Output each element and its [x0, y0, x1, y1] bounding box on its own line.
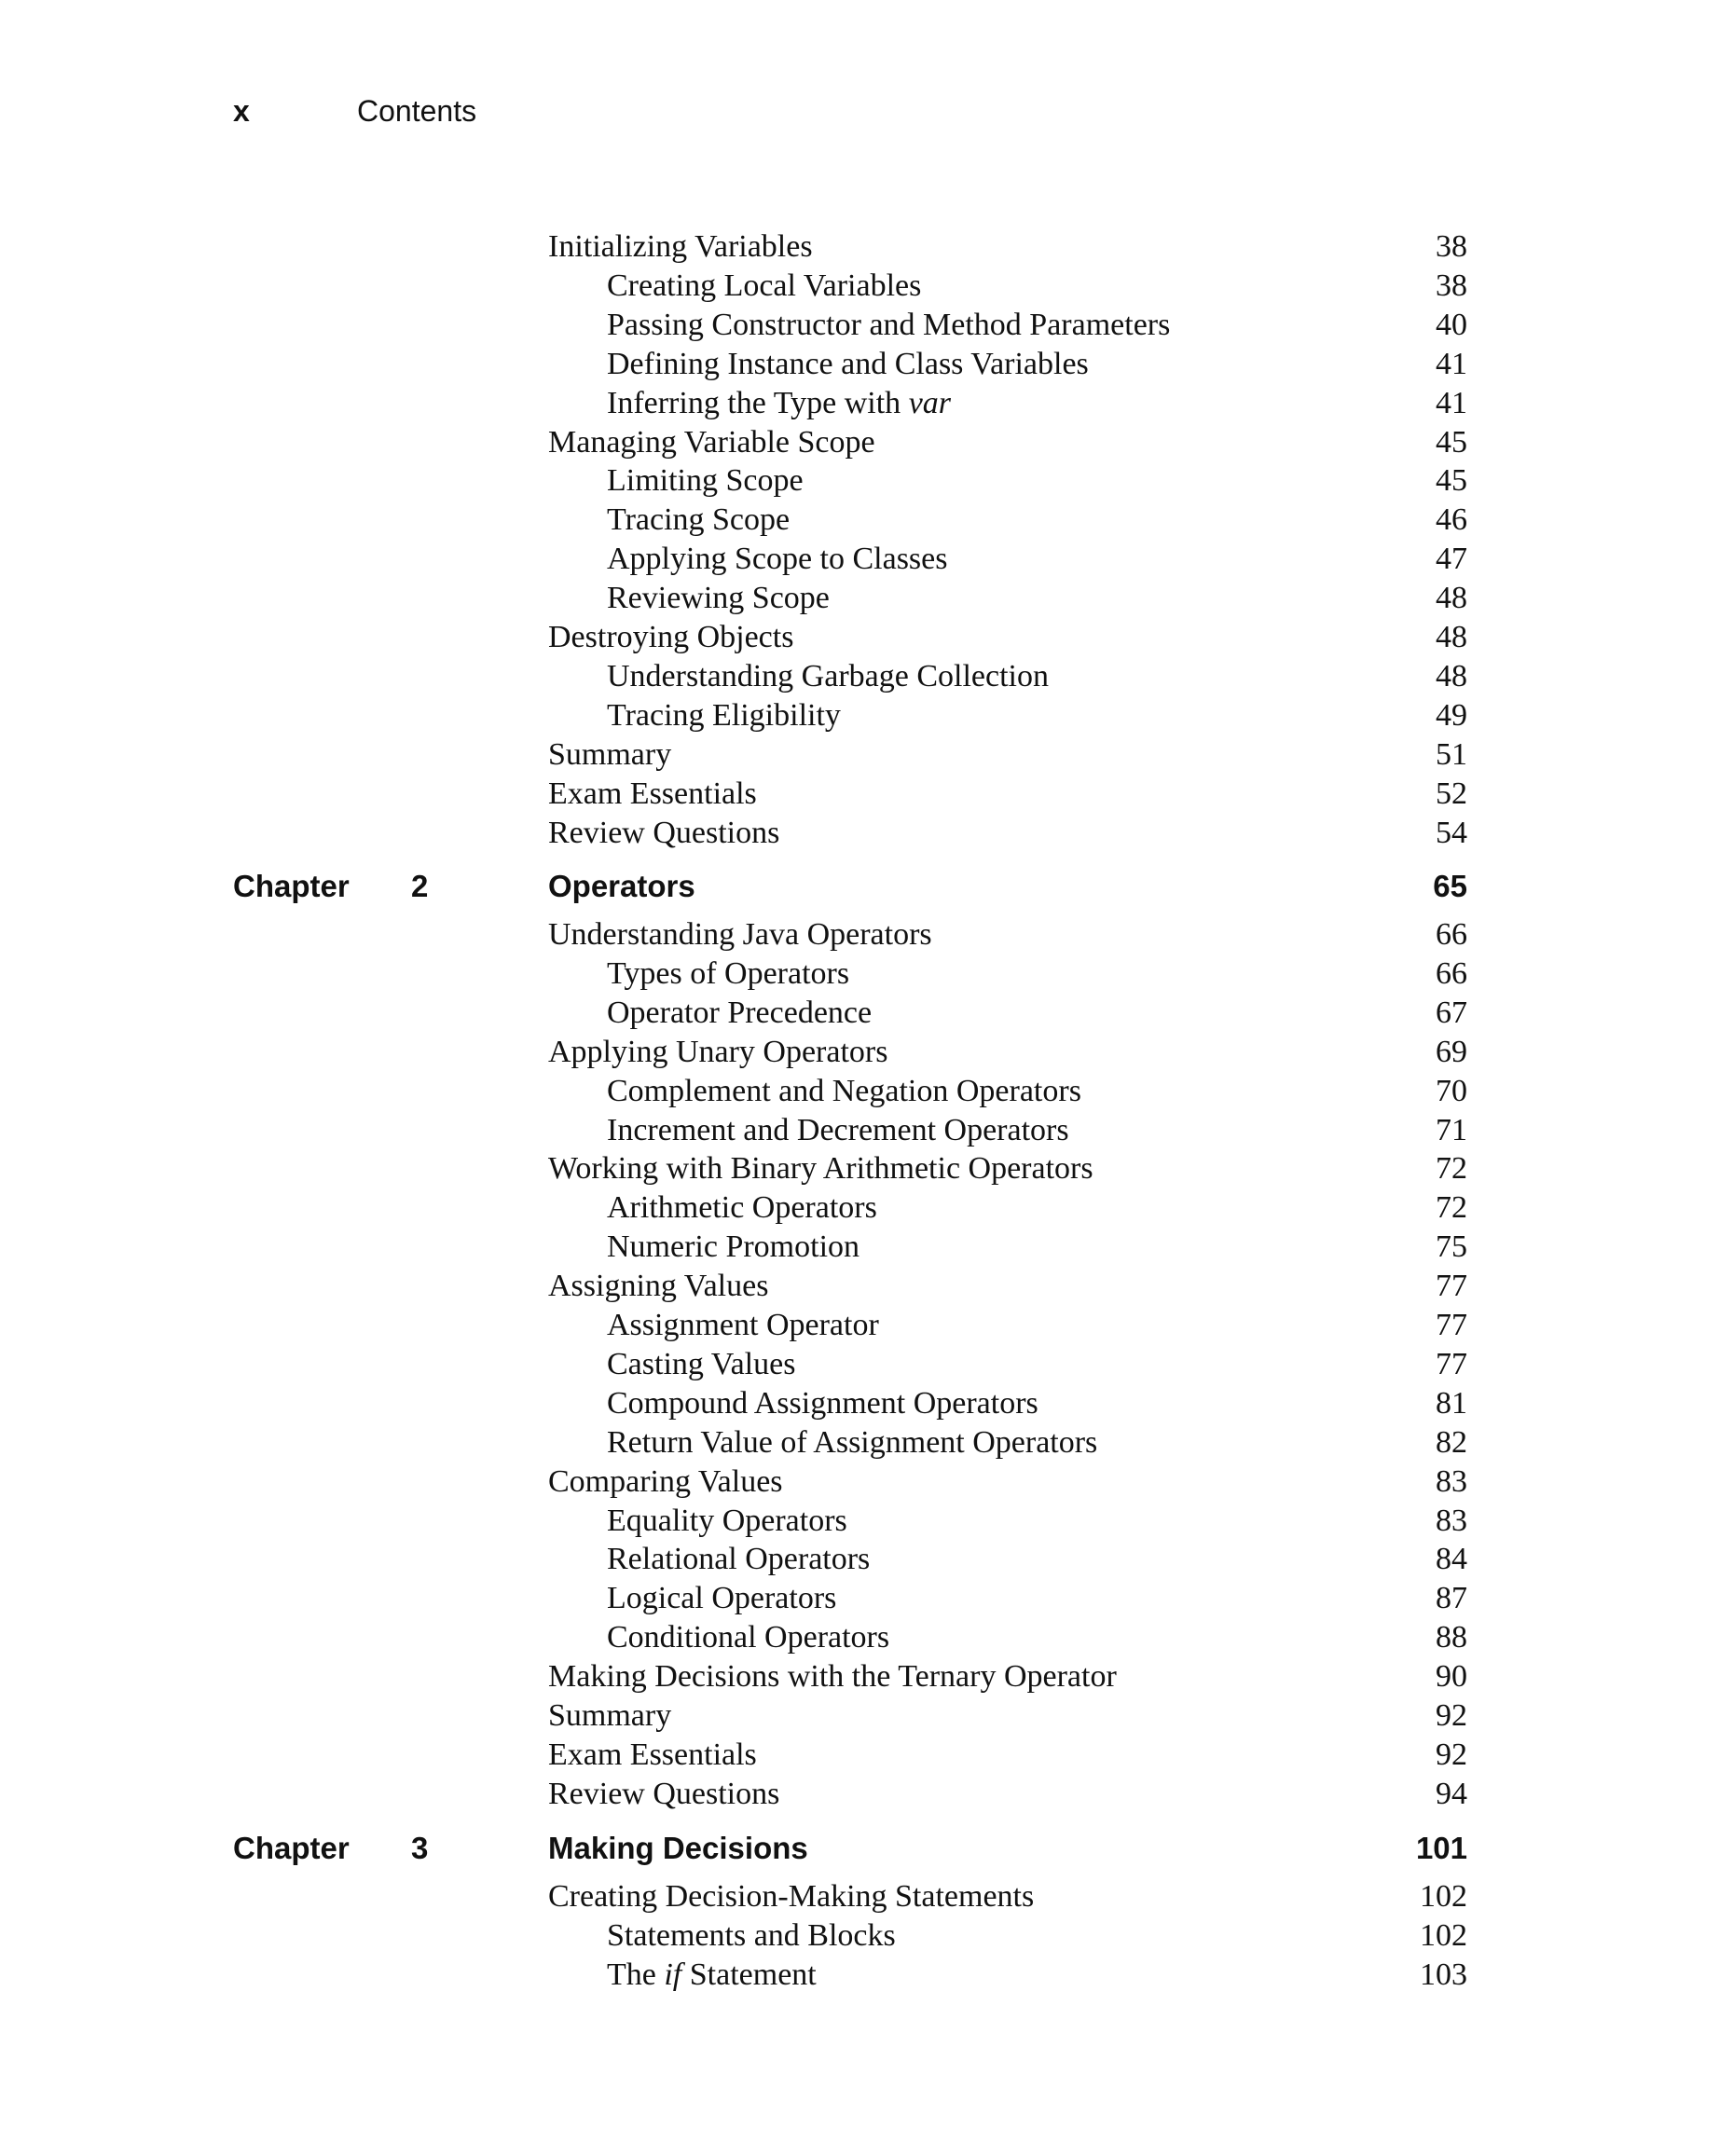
chapter-label: Chapter: [233, 869, 350, 903]
toc-entry-title: [607, 581, 830, 616]
toc-entry-page: 52: [1436, 776, 1467, 811]
toc-entry-title: [607, 1918, 896, 1954]
toc-entry-title-code: if: [664, 1957, 682, 1992]
toc-entry-page: 87: [1436, 1581, 1467, 1616]
toc-entry-page: 83: [1436, 1503, 1467, 1538]
toc-entry-title: [548, 737, 671, 773]
toc-entry-title-text: Understanding Java Operators: [548, 917, 932, 952]
toc-entry-page: 67: [1436, 995, 1467, 1030]
toc-entry-title: [548, 1879, 1034, 1915]
toc-entry-title: [607, 1542, 870, 1577]
toc-entry-page: 69: [1436, 1034, 1467, 1069]
toc-subsection-entry[interactable]: [0, 1423, 1719, 1463]
toc-subsection-entry[interactable]: [0, 696, 1719, 735]
toc-entry-title-text: Making Decisions with the Ternary Operator: [548, 1659, 1117, 1695]
toc-subsection-entry[interactable]: [0, 1345, 1719, 1384]
toc-subsection-entry[interactable]: [0, 954, 1719, 994]
toc-section-entry[interactable]: [0, 775, 1719, 814]
toc-section-entry[interactable]: [0, 1736, 1719, 1775]
toc-section-entry[interactable]: [0, 915, 1719, 954]
chapter-label: Chapter: [233, 1831, 350, 1865]
toc-entry-title-text: The: [607, 1957, 665, 1992]
toc-entry-page: 41: [1436, 346, 1467, 381]
toc-subsection-entry[interactable]: [0, 1579, 1719, 1618]
toc-entry-title-text: Statement: [681, 1957, 817, 1992]
toc-entry-page: 102: [1420, 1879, 1467, 1914]
toc-entry-page: 83: [1436, 1463, 1467, 1499]
toc-entry-page: 38: [1436, 229, 1467, 264]
toc-entry-title: [548, 816, 779, 851]
toc-subsection-entry[interactable]: [0, 384, 1719, 423]
chapter-page: 101: [1415, 1831, 1467, 1865]
toc-subsection-entry[interactable]: [0, 657, 1719, 696]
toc-entry-title: [548, 425, 875, 460]
toc-entry-title: [548, 1464, 783, 1500]
toc-entry-title-text: Limiting Scope: [607, 463, 804, 499]
toc-entry-page: 51: [1436, 736, 1467, 772]
toc-entry-title: [548, 1737, 757, 1773]
toc-entry-title-code: var: [908, 385, 952, 420]
toc-entry-title: [607, 463, 804, 499]
toc-entry-page: 71: [1436, 1112, 1467, 1147]
toc-entry-title-text: Relational Operators: [607, 1542, 871, 1577]
toc-entry-title: [607, 1308, 879, 1343]
toc-subsection-entry[interactable]: [0, 1228, 1719, 1267]
toc-entry-page: 40: [1436, 307, 1467, 342]
toc-subsection-entry[interactable]: [0, 540, 1719, 579]
toc-subsection-entry[interactable]: [0, 1384, 1719, 1423]
toc-entry-title: [607, 542, 947, 577]
toc-entry-title-text: Conditional Operators: [607, 1620, 890, 1655]
toc-subsection-entry[interactable]: [0, 1956, 1719, 1995]
toc-entry-page: 103: [1420, 1957, 1467, 1992]
toc-entry-title: [548, 776, 757, 812]
toc-entry-page: 45: [1436, 463, 1467, 499]
chapter-number: 3: [411, 1831, 429, 1865]
toc-entry-title: [607, 268, 921, 304]
toc-entry-page: 47: [1436, 542, 1467, 577]
toc-entry-page: 46: [1436, 502, 1467, 538]
toc-entry-title-text: Exam Essentials: [548, 776, 757, 811]
toc-entry-title: [607, 1386, 1038, 1421]
toc-entry-page: 75: [1436, 1229, 1467, 1265]
toc-entry-title: [607, 956, 849, 992]
toc-entry-title-text: Increment and Decrement Operators: [607, 1112, 1069, 1147]
toc-entry-page: 92: [1436, 1737, 1467, 1772]
toc-entry-page: 77: [1436, 1269, 1467, 1304]
toc-entry-title: [548, 1151, 1093, 1187]
toc-entry-title: [607, 1957, 817, 1993]
toc-entry-page: 84: [1436, 1542, 1467, 1577]
toc-entry-title-text: Understanding Garbage Collection: [607, 658, 1049, 693]
toc-entry-title-text: Review Questions: [548, 815, 780, 850]
toc-entry-title-text: Managing Variable Scope: [548, 424, 875, 460]
toc-entry-page: 48: [1436, 581, 1467, 616]
toc-entry-title-text: Equality Operators: [607, 1503, 847, 1538]
toc-entry-title: [607, 386, 951, 421]
toc-entry-page: 48: [1436, 620, 1467, 654]
toc-subsection-entry[interactable]: [0, 345, 1719, 384]
toc-section-entry[interactable]: [0, 1033, 1719, 1072]
toc-entry-title-text: Summary: [548, 736, 672, 772]
toc-subsection-entry[interactable]: [0, 994, 1719, 1033]
toc-entry-title-text: Assignment Operator: [607, 1308, 879, 1342]
running-head-title: Contents: [357, 93, 477, 128]
toc-entry-title: [607, 1190, 877, 1226]
toc-entry-page: 72: [1436, 1190, 1467, 1226]
toc-entry-title-text: Exam Essentials: [548, 1737, 757, 1772]
toc-entry-page: 72: [1436, 1151, 1467, 1187]
toc-entry-title: [607, 1425, 1097, 1461]
toc-entry-title-text: Initializing Variables: [548, 229, 813, 264]
page-folio: x: [233, 93, 250, 128]
toc-entry-page: 102: [1420, 1917, 1467, 1953]
toc-section-entry[interactable]: [0, 1775, 1719, 1814]
toc-entry-title-text: Types of Operators: [607, 955, 850, 991]
toc-entry-page: 45: [1436, 424, 1467, 460]
toc-entry-page: 77: [1436, 1308, 1467, 1342]
toc-entry-title: [607, 308, 1170, 343]
toc-entry-title: [548, 917, 932, 953]
toc-entry-title-text: Numeric Promotion: [607, 1229, 860, 1265]
toc-entry-title-text: Comparing Values: [548, 1463, 783, 1499]
toc-entry-page: 48: [1436, 658, 1467, 693]
running-head: [233, 89, 476, 132]
toc-entry-title-text: Applying Unary Operators: [548, 1034, 888, 1069]
chapter-number: 2: [411, 869, 429, 903]
toc-section-entry[interactable]: [0, 1463, 1719, 1502]
toc-entry-title-text: Passing Constructor and Method Parameters: [607, 307, 1171, 342]
toc-entry-title-text: Assigning Values: [548, 1269, 769, 1304]
toc-entry-title: [607, 1504, 847, 1539]
toc-entry-title-text: Tracing Scope: [607, 502, 791, 538]
toc-entry-title-text: Defining Instance and Class Variables: [607, 346, 1089, 381]
toc-entry-page: 54: [1436, 815, 1467, 850]
toc-entry-title-text: Reviewing Scope: [607, 581, 830, 616]
toc-subsection-entry[interactable]: [0, 1618, 1719, 1657]
toc-entry-page: 94: [1436, 1776, 1467, 1811]
toc-entry-page: 66: [1436, 955, 1467, 991]
toc-entry-title-text: Summary: [548, 1698, 672, 1733]
toc-subsection-entry[interactable]: [0, 1916, 1719, 1956]
toc-entry-title: [607, 1347, 795, 1382]
toc-section-entry[interactable]: [0, 1877, 1719, 1916]
toc-entry-title: [548, 229, 813, 265]
toc-section-entry[interactable]: [0, 1267, 1719, 1306]
toc-subsection-entry[interactable]: [0, 461, 1719, 501]
chapter-title: Operators: [548, 869, 695, 903]
toc-entry-page: 70: [1436, 1073, 1467, 1108]
chapter-heading-2[interactable]: [0, 865, 1719, 908]
toc-entry-title: [607, 1620, 889, 1655]
toc-entry-title: [607, 502, 790, 538]
toc-subsection-entry[interactable]: [0, 501, 1719, 540]
toc-entry-title: [548, 1659, 1117, 1695]
toc-subsection-entry[interactable]: [0, 306, 1719, 345]
toc-entry-title-text: Applying Scope to Classes: [607, 542, 948, 577]
toc-entry-title: [607, 347, 1089, 382]
toc-entry-title-text: Arithmetic Operators: [607, 1190, 877, 1226]
chapter-heading-3[interactable]: [0, 1827, 1719, 1870]
toc-entry-page: 90: [1436, 1659, 1467, 1695]
toc-entry-title: [548, 1698, 671, 1734]
toc-entry-title: [607, 1229, 860, 1265]
toc-subsection-entry[interactable]: [0, 1188, 1719, 1228]
chapter-page: 65: [1433, 869, 1467, 903]
toc-entry-title-text: Destroying Objects: [548, 620, 794, 654]
toc-entry-title-text: Complement and Negation Operators: [607, 1073, 1081, 1108]
toc-section-entry[interactable]: [0, 735, 1719, 775]
toc-entry-title-text: Casting Values: [607, 1346, 796, 1381]
toc-entry-title-text: Tracing Eligibility: [607, 697, 841, 733]
toc-entry-title-text: Statements and Blocks: [607, 1917, 896, 1953]
toc-entry-page: 81: [1436, 1385, 1467, 1421]
toc-entry-title: [548, 1269, 768, 1304]
toc-section-entry[interactable]: [0, 1657, 1719, 1696]
toc-subsection-entry[interactable]: [0, 1540, 1719, 1579]
toc-subsection-entry[interactable]: [0, 1306, 1719, 1345]
toc-entry-title: [607, 1074, 1081, 1109]
toc-entry-title: [548, 620, 793, 655]
toc-entry-page: 77: [1436, 1346, 1467, 1381]
toc-entry-title-text: Operator Precedence: [607, 995, 873, 1030]
toc-section-entry[interactable]: [0, 423, 1719, 462]
toc-section-entry[interactable]: [0, 814, 1719, 853]
toc-entry-page: 41: [1436, 385, 1467, 420]
toc-entry-title: [607, 996, 872, 1031]
toc-entry-title: [607, 698, 841, 734]
toc-entry-title: [548, 1035, 887, 1070]
toc-entry-title: [548, 1777, 779, 1812]
toc-entry-page: 49: [1436, 697, 1467, 733]
toc-section-entry[interactable]: [0, 618, 1719, 657]
toc-entry-title: [607, 1581, 836, 1616]
toc-entry-title: [607, 1113, 1069, 1148]
toc-subsection-entry[interactable]: [0, 1502, 1719, 1541]
toc-entry-title-text: Return Value of Assignment Operators: [607, 1424, 1098, 1460]
toc-entry-title: [607, 659, 1049, 694]
toc-entry-page: 38: [1436, 268, 1467, 303]
toc-entry-page: 82: [1436, 1424, 1467, 1460]
toc-subsection-entry[interactable]: [0, 579, 1719, 618]
toc-section-entry[interactable]: [0, 1149, 1719, 1188]
chapter-title: Making Decisions: [548, 1831, 808, 1865]
toc-section-entry[interactable]: [0, 1696, 1719, 1736]
toc-entry-title-text: Creating Local Variables: [607, 268, 922, 303]
toc-section-entry[interactable]: [0, 227, 1719, 267]
toc-subsection-entry[interactable]: [0, 1072, 1719, 1111]
toc-entry-title-text: Logical Operators: [607, 1581, 837, 1616]
toc-entry-title-text: Inferring the Type with: [607, 385, 909, 420]
toc-subsection-entry[interactable]: [0, 1111, 1719, 1150]
toc-entry-title-text: Creating Decision-Making Statements: [548, 1879, 1035, 1914]
toc-entry-page: 92: [1436, 1698, 1467, 1733]
toc-entry-title-text: Compound Assignment Operators: [607, 1385, 1038, 1421]
toc-entry-title-text: Working with Binary Arithmetic Operators: [548, 1151, 1093, 1187]
toc-subsection-entry[interactable]: [0, 267, 1719, 306]
toc-entry-page: 66: [1436, 917, 1467, 952]
toc-entry-title-text: Review Questions: [548, 1776, 780, 1811]
toc-entry-page: 88: [1436, 1620, 1467, 1655]
